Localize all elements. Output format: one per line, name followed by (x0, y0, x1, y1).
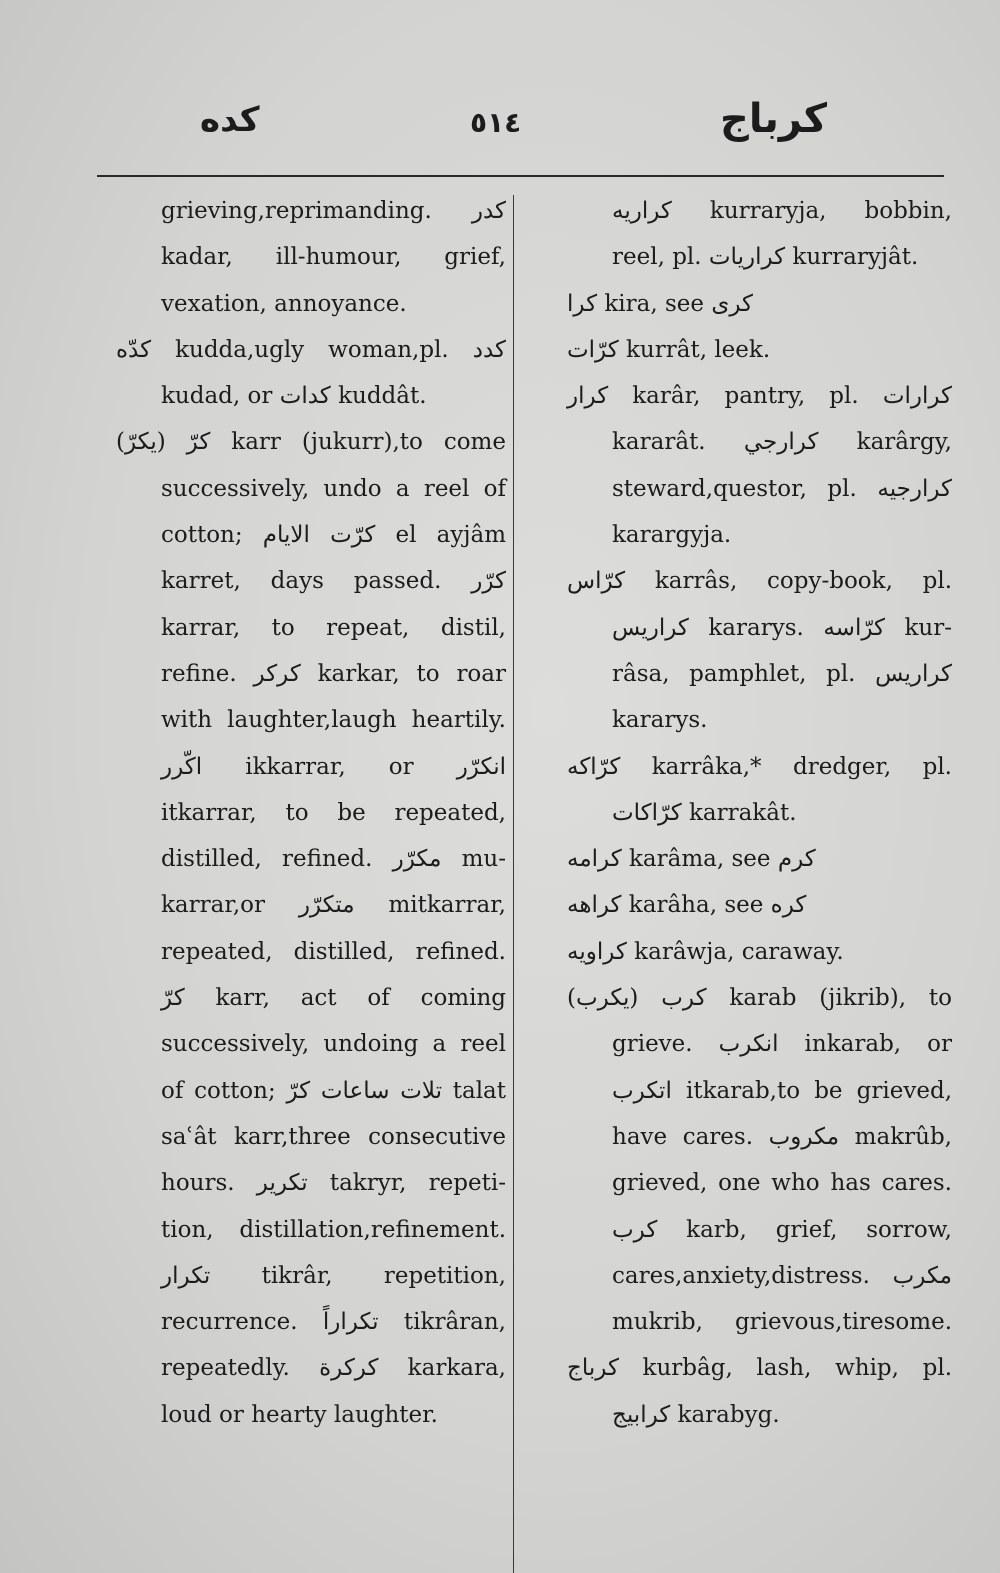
text-line: كراريه kurraryja, bobbin, (612, 198, 952, 224)
text-line: itkarrar, to be repeated, (161, 799, 506, 826)
text-line: repeated, distilled, refined. (161, 938, 506, 965)
entry-headword-line: كرا kira, see كرى (567, 290, 753, 317)
text-line: kudad, or كدات kuddât. (161, 383, 427, 410)
page-number: ٥١٤ (470, 106, 522, 139)
entry-headword-line: كرب (يكرب) karab (jikrib), to (567, 985, 952, 1012)
text-line: refine. كركر karkar, to roar (161, 660, 506, 687)
header-rule (97, 175, 944, 177)
text-line: have cares. مكروب makrûb, (612, 1123, 952, 1150)
text-line: saʿât karr,three consecutive (161, 1123, 506, 1150)
left-column (116, 188, 507, 1438)
text-line: hours. تكرير takryr, repeti- (161, 1170, 506, 1197)
text-line: steward,questor, pl. كرارجيه (612, 475, 952, 502)
text-line: karrar, to repeat, distil, (161, 614, 506, 641)
text-line: كراريس kararys. كرّاسه kur- (612, 614, 952, 641)
page-header (0, 96, 1000, 160)
text-line: successively, undoing a reel (161, 1031, 506, 1058)
text-line: successively, undo a reel of (161, 475, 506, 502)
text-line: karret, days passed. كرّر (161, 568, 506, 595)
text-line: tion, distillation,refinement. (161, 1216, 506, 1243)
entry-headword-line: كرار karâr, pantry, pl. كرارات (567, 383, 952, 410)
text-line: اتكرب itkarab,to be grieved, (612, 1077, 952, 1104)
entry-headword-line: كراويه karâwja, caraway. (567, 938, 844, 965)
header-right-catchword: كرباج (720, 96, 828, 142)
right-column (567, 188, 952, 1438)
text-line: kararât. كرارجي karârgy, (612, 429, 952, 456)
text-line: karargyja. (612, 522, 732, 549)
text-line: recurrence. تكراراً tikrâran, (161, 1309, 506, 1336)
text-line: vexation, annoyance. (161, 290, 407, 317)
entry-headword-line: كرّاكه karrâka,* dredger, pl. (567, 753, 952, 780)
text-line: grieve. انكرب inkarab, or (612, 1031, 952, 1058)
entry-headword-line: كرّاس karrâs, copy-book, pl. (567, 568, 952, 595)
text-line: cotton; كرّت الايام el ayjâm (161, 522, 507, 549)
text-line: كرّ karr, act of coming (161, 985, 506, 1012)
header-left-catchword: كده (200, 100, 260, 140)
text-line: loud or hearty laughter. (161, 1401, 438, 1428)
text-line: of cotton; تلات ساعات كرّ talat (161, 1077, 506, 1104)
text-line: with laughter,laugh heartily. (161, 707, 506, 734)
text-line: râsa, pamphlet, pl. كراريس (612, 660, 952, 687)
text-line: karrar,or متكرّر mitkarrar, (161, 892, 506, 919)
text-line: كرب karb, grief, sorrow, (612, 1216, 952, 1243)
text-line: reel, pl. كراريات kurraryjât. (612, 244, 919, 271)
text-line: mukrib, grievous,tiresome. (612, 1309, 952, 1336)
text-line: grieved, one who has cares. (612, 1170, 952, 1197)
entry-headword-line: كرّات kurrât, leek. (567, 336, 771, 363)
text-line: repeatedly. كركرة karkara, (161, 1355, 506, 1382)
text-line: كرابيج karabyg. (612, 1401, 780, 1428)
entry-headword-line: كرّ (يكرّ) karr (jukurr),to come (116, 429, 506, 456)
column-divider (513, 195, 514, 1573)
entry-headword-line: كرباج kurbâg, lash, whip, pl. (567, 1355, 952, 1382)
text-line: cares,anxiety,distress. مكرب (612, 1262, 952, 1289)
text-line: kadar, ill-humour, grief, (161, 244, 506, 271)
text-line: اكّرر ikkarrar, or انكرّر (161, 753, 506, 780)
entry-headword-line: كراهه karâha, see كره (567, 892, 807, 919)
entry-headword-line: كدّه kudda,ugly woman,pl. كدد (116, 336, 506, 363)
entry-headword-line: كرامه karâma, see كرم (567, 846, 816, 873)
text-line: كرّاكات karrakât. (612, 799, 797, 826)
text-line: تكرار tikrâr, repetition, (161, 1262, 506, 1289)
text-line: grieving,reprimanding. كدر (161, 198, 506, 224)
text-line: distilled, refined. مكرّر mu- (161, 846, 506, 873)
text-line: kararys. (612, 707, 708, 734)
